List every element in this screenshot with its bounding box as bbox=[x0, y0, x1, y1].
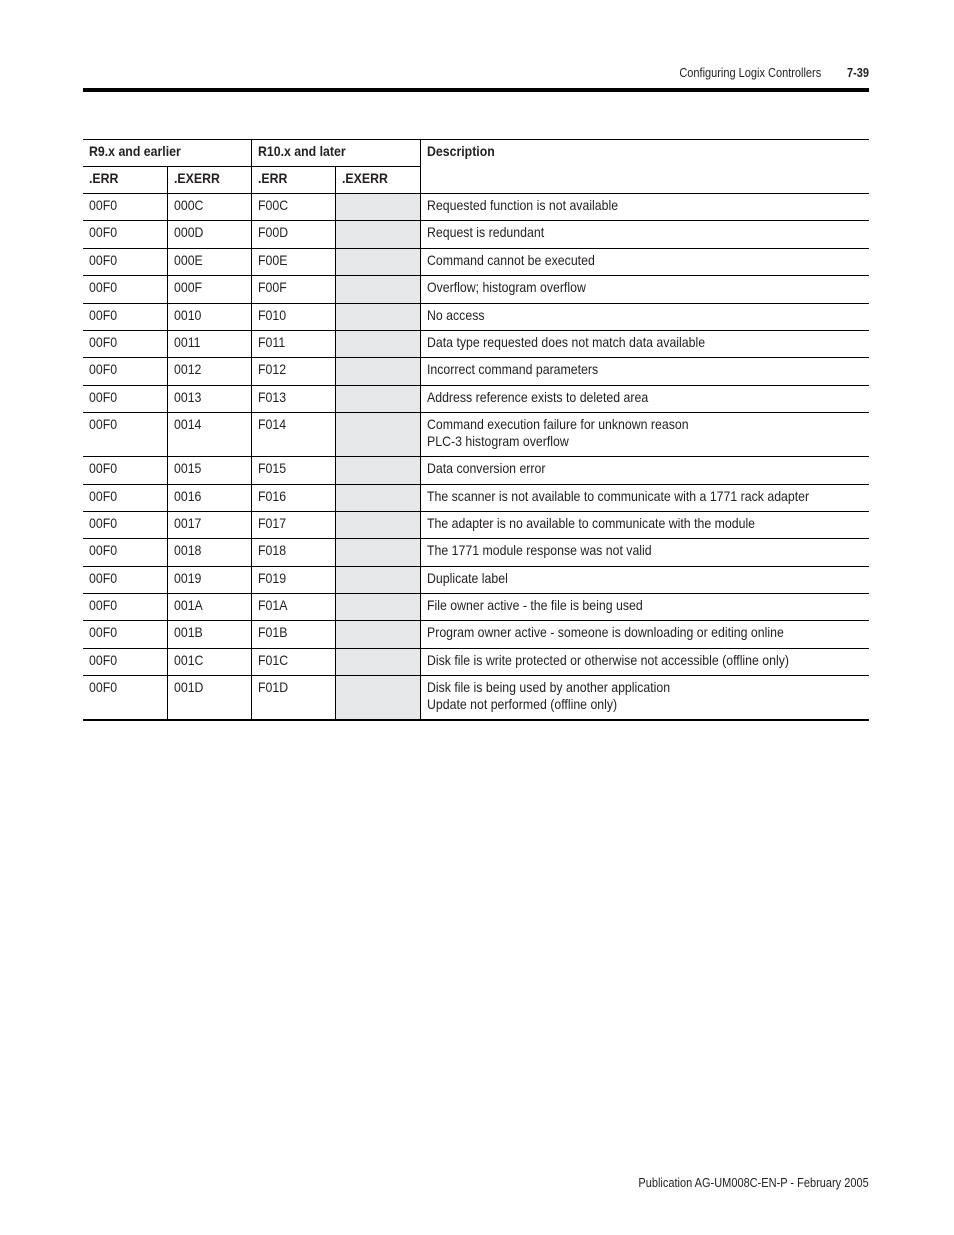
r10-exerr-cell bbox=[335, 303, 420, 330]
r9-err-cell: 00F0 bbox=[83, 221, 167, 248]
table-row bbox=[83, 539, 869, 566]
r10-err-cell: F01D bbox=[251, 676, 335, 721]
r9-exerr-header: .EXERR bbox=[167, 167, 251, 194]
table-row bbox=[83, 385, 869, 412]
page-number: 7-39 bbox=[846, 66, 869, 80]
r9-err-cell: 00F0 bbox=[83, 276, 167, 303]
description-line: Request is redundant bbox=[426, 224, 544, 241]
description-line: Update not performed (offline only) bbox=[426, 696, 617, 713]
r9-exerr-cell: 000D bbox=[167, 221, 251, 248]
description-line: Data type requested does not match data available bbox=[426, 333, 705, 350]
table-row bbox=[83, 248, 869, 275]
r10-exerr-cell bbox=[335, 358, 420, 385]
header-rule bbox=[83, 88, 869, 92]
table-row bbox=[83, 358, 869, 385]
r10-exerr-cell bbox=[335, 221, 420, 248]
r10-err-cell: F01A bbox=[251, 594, 335, 621]
r9-err-cell: 00F0 bbox=[83, 566, 167, 593]
description-cell bbox=[420, 676, 869, 721]
r10-err-cell: F017 bbox=[251, 511, 335, 538]
r9-err-cell: 00F0 bbox=[83, 539, 167, 566]
r9-err-cell: 00F0 bbox=[83, 648, 167, 675]
description-line: Overflow; histogram overflow bbox=[426, 279, 586, 296]
r9-exerr-cell: 000C bbox=[167, 194, 251, 221]
r9-exerr-cell: 0014 bbox=[167, 413, 251, 457]
description-line: The adapter is no available to communicate with the module bbox=[426, 514, 755, 531]
r9-err-cell: 00F0 bbox=[83, 330, 167, 357]
r10-exerr-cell bbox=[335, 511, 420, 538]
r10-err-cell: F016 bbox=[251, 484, 335, 511]
description-cell bbox=[420, 539, 869, 566]
description-cell bbox=[420, 594, 869, 621]
r9-err-cell: 00F0 bbox=[83, 248, 167, 275]
r9-err-cell: 00F0 bbox=[83, 511, 167, 538]
r9-err-cell: 00F0 bbox=[83, 676, 167, 721]
table-row bbox=[83, 621, 869, 648]
r9-exerr-cell: 0011 bbox=[167, 330, 251, 357]
description-cell bbox=[420, 511, 869, 538]
r9-exerr-cell: 0013 bbox=[167, 385, 251, 412]
description-line: Address reference exists to deleted area bbox=[426, 388, 648, 405]
description-cell bbox=[420, 457, 869, 484]
table-row bbox=[83, 194, 869, 221]
r10-err-cell: F015 bbox=[251, 457, 335, 484]
r10-exerr-cell bbox=[335, 566, 420, 593]
r9-exerr-cell: 0018 bbox=[167, 539, 251, 566]
description-line: PLC-3 histogram overflow bbox=[426, 433, 569, 450]
r10-err-cell: F01C bbox=[251, 648, 335, 675]
r9-group-header: R9.x and earlier bbox=[83, 140, 251, 167]
table-row bbox=[83, 457, 869, 484]
r10-exerr-cell bbox=[335, 621, 420, 648]
r9-err-cell: 00F0 bbox=[83, 303, 167, 330]
r9-err-cell: 00F0 bbox=[83, 484, 167, 511]
table-row bbox=[83, 648, 869, 675]
r10-err-cell: F01B bbox=[251, 621, 335, 648]
r9-err-cell: 00F0 bbox=[83, 385, 167, 412]
table-row bbox=[83, 594, 869, 621]
r10-exerr-header: .EXERR bbox=[335, 167, 420, 194]
table-row bbox=[83, 221, 869, 248]
r9-exerr-cell: 0010 bbox=[167, 303, 251, 330]
r10-exerr-cell bbox=[335, 248, 420, 275]
description-cell bbox=[420, 221, 869, 248]
table-row bbox=[83, 413, 869, 457]
error-code-table bbox=[83, 139, 869, 721]
table-row bbox=[83, 676, 869, 721]
r10-err-cell: F00E bbox=[251, 248, 335, 275]
description-line: Requested function is not available bbox=[426, 197, 618, 213]
r10-err-cell: F011 bbox=[251, 330, 335, 357]
table-row bbox=[83, 276, 869, 303]
r10-group-header: R10.x and later bbox=[251, 140, 420, 167]
description-line: Command cannot be executed bbox=[426, 251, 595, 268]
r10-err-cell: F013 bbox=[251, 385, 335, 412]
r10-err-cell: F00C bbox=[251, 194, 335, 221]
r10-exerr-cell bbox=[335, 648, 420, 675]
r9-err-cell: 00F0 bbox=[83, 358, 167, 385]
description-line: The scanner is not available to communicate with a 1771 rack adapter bbox=[426, 487, 809, 504]
r9-err-cell: 00F0 bbox=[83, 621, 167, 648]
description-cell bbox=[420, 303, 869, 330]
table-row bbox=[83, 511, 869, 538]
r9-exerr-cell: 000E bbox=[167, 248, 251, 275]
description-line: Disk file is being used by another application bbox=[426, 679, 670, 696]
r10-exerr-cell bbox=[335, 539, 420, 566]
r9-exerr-cell: 001D bbox=[167, 676, 251, 721]
description-line: Duplicate label bbox=[426, 569, 508, 586]
section-title: Configuring Logix Controllers bbox=[679, 66, 821, 80]
r10-exerr-cell bbox=[335, 413, 420, 457]
description-header: Description bbox=[420, 140, 869, 194]
r9-exerr-cell: 0012 bbox=[167, 358, 251, 385]
description-line: Data conversion error bbox=[426, 460, 545, 477]
description-line: Command execution failure for unknown reason bbox=[426, 416, 689, 433]
description-cell bbox=[420, 484, 869, 511]
table-row bbox=[83, 303, 869, 330]
r9-err-cell: 00F0 bbox=[83, 594, 167, 621]
description-line: Program owner active - someone is downloading or editing online bbox=[426, 624, 784, 641]
table-body bbox=[83, 194, 869, 721]
description-cell bbox=[420, 413, 869, 457]
r10-exerr-cell bbox=[335, 457, 420, 484]
r10-exerr-cell bbox=[335, 676, 420, 721]
r9-exerr-cell: 000F bbox=[167, 276, 251, 303]
r10-err-cell: F014 bbox=[251, 413, 335, 457]
r9-exerr-cell: 0019 bbox=[167, 566, 251, 593]
description-line: Incorrect command parameters bbox=[426, 361, 598, 378]
r9-err-cell: 00F0 bbox=[83, 194, 167, 221]
description-cell bbox=[420, 358, 869, 385]
r10-exerr-cell bbox=[335, 484, 420, 511]
description-cell bbox=[420, 330, 869, 357]
r9-err-header: .ERR bbox=[83, 167, 167, 194]
table-row bbox=[83, 566, 869, 593]
table-row bbox=[83, 330, 869, 357]
r9-exerr-cell: 001A bbox=[167, 594, 251, 621]
r10-err-cell: F00D bbox=[251, 221, 335, 248]
table-group-header-row bbox=[83, 140, 869, 167]
page-header bbox=[83, 62, 869, 82]
description-line: No access bbox=[426, 306, 485, 323]
r9-exerr-cell: 001B bbox=[167, 621, 251, 648]
r10-exerr-cell bbox=[335, 276, 420, 303]
publication-footer: Publication AG-UM008C-EN-P - February 2005 bbox=[638, 1176, 869, 1190]
description-cell bbox=[420, 621, 869, 648]
r10-exerr-cell bbox=[335, 194, 420, 221]
r9-exerr-cell: 0015 bbox=[167, 457, 251, 484]
r10-err-cell: F00F bbox=[251, 276, 335, 303]
r9-exerr-cell: 001C bbox=[167, 648, 251, 675]
r10-exerr-cell bbox=[335, 330, 420, 357]
description-line: The 1771 module response was not valid bbox=[426, 542, 652, 559]
description-line: Disk file is write protected or otherwise not accessible (offline only) bbox=[426, 651, 789, 668]
r9-exerr-cell: 0016 bbox=[167, 484, 251, 511]
r10-err-cell: F010 bbox=[251, 303, 335, 330]
description-cell bbox=[420, 194, 869, 221]
r9-exerr-cell: 0017 bbox=[167, 511, 251, 538]
description-cell bbox=[420, 385, 869, 412]
r10-err-cell: F019 bbox=[251, 566, 335, 593]
r10-exerr-cell bbox=[335, 385, 420, 412]
r10-err-header: .ERR bbox=[251, 167, 335, 194]
description-cell bbox=[420, 566, 869, 593]
description-cell bbox=[420, 276, 869, 303]
description-cell bbox=[420, 648, 869, 675]
r9-err-cell: 00F0 bbox=[83, 457, 167, 484]
table-row bbox=[83, 484, 869, 511]
r10-exerr-cell bbox=[335, 594, 420, 621]
r9-err-cell: 00F0 bbox=[83, 413, 167, 457]
description-line: File owner active - the file is being used bbox=[426, 597, 643, 614]
r10-err-cell: F018 bbox=[251, 539, 335, 566]
description-cell bbox=[420, 248, 869, 275]
r10-err-cell: F012 bbox=[251, 358, 335, 385]
